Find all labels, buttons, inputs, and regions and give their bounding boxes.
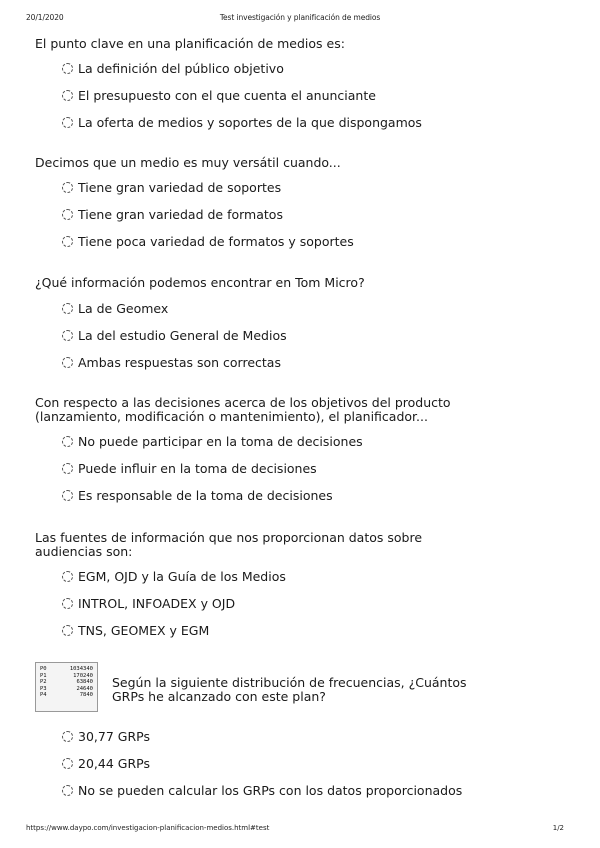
option-6b[interactable] <box>62 755 150 771</box>
radio-icon[interactable] <box>62 571 73 582</box>
option-label: La del estudio General de Medios <box>78 327 287 343</box>
option-2c[interactable] <box>62 233 354 249</box>
option-5a[interactable] <box>62 568 286 584</box>
option-3c[interactable] <box>62 354 281 370</box>
option-3a[interactable] <box>62 300 168 316</box>
radio-icon[interactable] <box>62 236 73 247</box>
option-4b[interactable] <box>62 460 317 476</box>
question-6-text: Según la siguiente distribución de frecuencias, ¿Cuántos GRPs he alcanzado con este plan? <box>112 675 467 704</box>
question-5 <box>35 531 475 559</box>
page-title: Test investigación y planificación de medios <box>219 13 381 22</box>
table-cell: 1034340 <box>69 666 93 672</box>
table-cell: P3 <box>40 685 47 692</box>
option-label: Tiene poca variedad de formatos y soportes <box>78 233 354 249</box>
question-1 <box>35 37 475 51</box>
print-date: 20/1/2020 <box>26 13 64 22</box>
question-text: ¿Qué información podemos encontrar en Tom Micro? <box>35 275 365 290</box>
option-1c[interactable] <box>62 114 422 130</box>
radio-icon[interactable] <box>62 303 73 314</box>
question-text: Con respecto a las decisiones acerca de los objetivos del producto (lanzamiento, modificación o mantenimiento), el planificador... <box>35 395 451 424</box>
option-6c[interactable] <box>62 782 462 798</box>
radio-icon[interactable] <box>62 330 73 341</box>
table-cell: 170240 <box>73 672 93 679</box>
page-number: 1/2 <box>552 824 564 832</box>
table-cell: 63840 <box>76 679 93 685</box>
question-text: Decimos que un medio es muy versátil cuando... <box>35 155 341 170</box>
option-label: La oferta de medios y soportes de la que dispongamos <box>78 114 422 130</box>
option-label: La de Geomex <box>78 300 169 316</box>
table-row <box>40 692 93 699</box>
question-2 <box>35 156 475 170</box>
option-label: No puede participar en la toma de decisiones <box>78 433 363 449</box>
radio-icon[interactable] <box>62 625 73 636</box>
option-label: Tiene gran variedad de soportes <box>78 179 282 195</box>
option-4c[interactable] <box>62 487 333 503</box>
table-cell: 24640 <box>76 685 93 692</box>
radio-icon[interactable] <box>62 731 73 742</box>
radio-icon[interactable] <box>62 758 73 769</box>
option-3b[interactable] <box>62 327 287 343</box>
table-cell: P4 <box>40 692 47 698</box>
option-1a[interactable] <box>62 60 284 76</box>
option-4a[interactable] <box>62 433 363 449</box>
radio-icon[interactable] <box>62 785 73 796</box>
option-6a[interactable] <box>62 728 150 744</box>
radio-icon[interactable] <box>62 63 73 74</box>
table-cell: P2 <box>40 679 47 685</box>
option-2a[interactable] <box>62 179 281 195</box>
radio-icon[interactable] <box>62 209 73 220</box>
option-5b[interactable] <box>62 595 235 611</box>
option-label: No se pueden calcular los GRPs con los datos proporcionados <box>78 782 463 798</box>
option-label: Tiene gran variedad de formatos <box>78 206 283 222</box>
option-label: TNS, GEOMEX y EGM <box>78 622 210 638</box>
option-label: 20,44 GRPs <box>78 755 150 771</box>
question-text: El punto clave en una planificación de medios es: <box>35 36 345 51</box>
question-4 <box>35 396 475 424</box>
radio-icon[interactable] <box>62 463 73 474</box>
radio-icon[interactable] <box>62 90 73 101</box>
radio-icon[interactable] <box>62 490 73 501</box>
radio-icon[interactable] <box>62 117 73 128</box>
option-label: EGM, OJD y la Guía de los Medios <box>78 568 286 584</box>
frequency-table-image <box>35 662 98 712</box>
table-cell: P1 <box>40 672 47 679</box>
radio-icon[interactable] <box>62 357 73 368</box>
table-cell: 7840 <box>79 692 93 698</box>
option-label: El presupuesto con el que cuenta el anunciante <box>78 87 376 103</box>
option-2b[interactable] <box>62 206 283 222</box>
option-label: La definición del público objetivo <box>78 60 284 76</box>
option-label: Es responsable de la toma de decisiones <box>78 487 333 503</box>
radio-icon[interactable] <box>62 436 73 447</box>
question-3 <box>35 276 475 290</box>
option-1b[interactable] <box>62 87 376 103</box>
table-cell: P0 <box>40 666 47 672</box>
radio-icon[interactable] <box>62 598 73 609</box>
option-5c[interactable] <box>62 622 209 638</box>
footer-url[interactable]: https://www.daypo.com/investigacion-planificacion-medios.html#test <box>26 824 270 832</box>
option-label: INTROL, INFOADEX y OJD <box>78 595 236 611</box>
option-label: Ambas respuestas son correctas <box>78 354 281 370</box>
question-text: Las fuentes de información que nos proporcionan datos sobre audiencias son: <box>35 530 423 559</box>
radio-icon[interactable] <box>62 182 73 193</box>
option-label: 30,77 GRPs <box>78 728 150 744</box>
option-label: Puede influir en la toma de decisiones <box>78 460 317 476</box>
